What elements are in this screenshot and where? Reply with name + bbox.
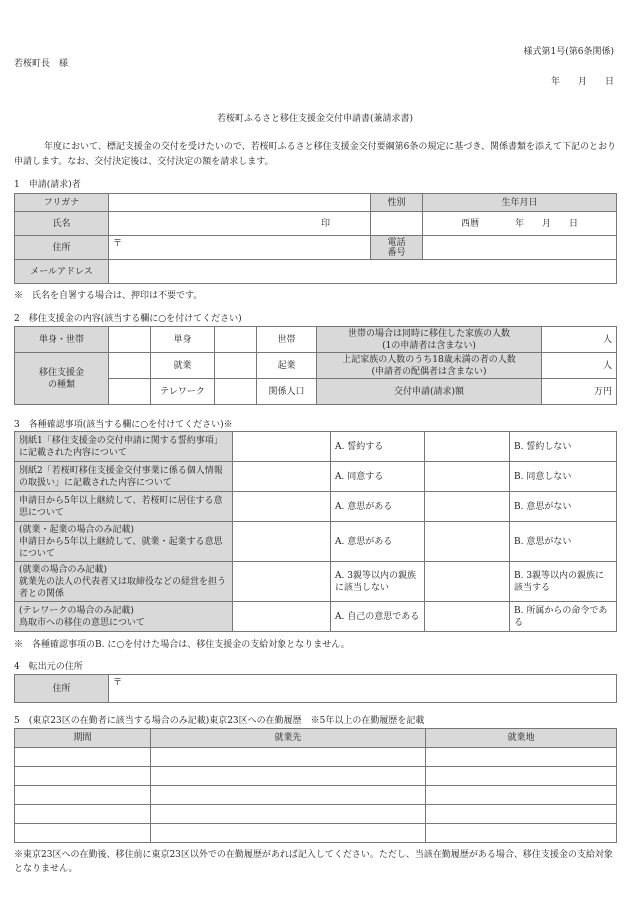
seal-mark: 印 <box>320 218 330 229</box>
support-type-label: 移住支援金 の種類 <box>15 353 109 405</box>
confirmation-item: (テレワークの場合のみ記載) 鳥取市への移住の意思について <box>15 602 233 632</box>
household-label: 世帯 <box>257 327 317 353</box>
section5-note: ※東京23区への在勤後、移住前に東京23区以外での在勤履歴があれば記入してください。ただし、当該在勤履歴がある場合、移住支援金の支給対象となりません。 <box>14 850 613 874</box>
page-title: 若桜町ふるさと移住支援金交付申請書(兼請求書) <box>216 114 414 124</box>
employer-field[interactable] <box>151 748 426 767</box>
previous-address-field[interactable] <box>109 675 617 703</box>
work-history-row <box>15 786 617 805</box>
option-a-check[interactable] <box>233 522 331 562</box>
email-label: メールアドレス <box>15 260 109 284</box>
previous-address-label: 住所 <box>15 675 109 703</box>
confirmation-row <box>15 602 617 632</box>
form-number: 様式第1号(第6条関係) <box>523 47 614 57</box>
period-field[interactable] <box>15 786 151 805</box>
employment-check[interactable] <box>109 353 151 379</box>
confirmation-row <box>15 492 617 522</box>
period-header: 期間 <box>15 729 151 748</box>
period-field[interactable] <box>15 805 151 824</box>
employer-field[interactable] <box>151 786 426 805</box>
confirmation-row <box>15 562 617 602</box>
option-a-check[interactable] <box>233 562 331 602</box>
single-check[interactable] <box>109 327 151 353</box>
postal-mark: 〒 <box>113 239 123 249</box>
section3-note: ※ 各種確認事項のB. に○を付けた場合は、移住支援金の支給対象となりません。 <box>14 640 350 650</box>
amount-label: 交付申請(請求)額 <box>317 379 542 405</box>
date-line: 年 月 日 <box>550 77 614 87</box>
startup-label: 起業 <box>257 353 317 379</box>
address-label: 住所 <box>15 236 109 260</box>
name-field[interactable] <box>109 212 371 236</box>
option-a-check[interactable] <box>233 432 331 462</box>
gender-label: 性別 <box>371 194 423 212</box>
employer-header: 就業先 <box>151 729 426 748</box>
telework-check[interactable] <box>109 379 151 405</box>
minor-count-field[interactable] <box>542 353 617 379</box>
applicant-table <box>14 193 617 284</box>
option-b-label: B. 所属からの命令である <box>510 602 617 632</box>
workplace-field[interactable] <box>426 786 617 805</box>
option-a-label: A. 自己の意思である <box>331 602 425 632</box>
option-a-check[interactable] <box>233 492 331 522</box>
person-unit: 人 <box>602 334 612 345</box>
confirmation-row <box>15 522 617 562</box>
option-a-label: A. 3親等以内の親族に該当しない <box>331 562 425 602</box>
section2-heading: 2 移住支援金の内容(該当する欄に○を付けてください) <box>14 314 242 324</box>
household-check[interactable] <box>215 327 257 353</box>
option-a-label: A. 意思がある <box>331 492 425 522</box>
furigana-label: フリガナ <box>15 194 109 212</box>
option-b-check[interactable] <box>425 492 510 522</box>
furigana-field[interactable] <box>109 194 371 212</box>
confirmation-item: 別紙2「若桜町移住支援金交付事業に係る個人情報の取扱い」に記載された内容について <box>15 462 233 492</box>
work-history-row <box>15 824 617 843</box>
work-history-row <box>15 805 617 824</box>
option-a-label: A. 意思がある <box>331 522 425 562</box>
option-b-check[interactable] <box>425 562 510 602</box>
related-population-label: 関係人口 <box>257 379 317 405</box>
family-count-field[interactable] <box>542 327 617 353</box>
single-label: 単身 <box>151 327 215 353</box>
workplace-field[interactable] <box>426 824 617 843</box>
employer-field[interactable] <box>151 824 426 843</box>
confirmation-item: (就業・起業の場合のみ記載) 申請日から5年以上継続して、就業・起業する意思について <box>15 522 233 562</box>
phone-label: 電話 番号 <box>371 236 423 260</box>
option-a-check[interactable] <box>233 602 331 632</box>
period-field[interactable] <box>15 824 151 843</box>
option-b-label: B. 意思がない <box>510 522 617 562</box>
confirmation-item: (就業の場合のみ記載) 就業先の法人の代表者又は取締役などの経営を担う者との関係 <box>15 562 233 602</box>
intro-paragraph: 年度において、標記支援金の交付を受けたいので、若桜町ふるさと移住支援金交付要綱第6条の規定に基づき、関係書類を添えて下記のとおり申請します。なお、交付決定後は、交付決定の額を請求します。 <box>14 142 617 167</box>
option-b-check[interactable] <box>425 602 510 632</box>
postal-mark: 〒 <box>113 678 123 688</box>
option-a-label: A. 同意する <box>331 462 425 492</box>
employer-field[interactable] <box>151 805 426 824</box>
workplace-field[interactable] <box>426 748 617 767</box>
birthdate-field[interactable]: 西暦 年 月 日 <box>423 212 617 236</box>
single-household-label: 単身・世帯 <box>15 327 109 353</box>
gender-field[interactable] <box>371 212 423 236</box>
confirmation-row <box>15 432 617 462</box>
section3-heading: 3 各種確認事項(該当する欄に○を付けてください)※ <box>14 420 233 430</box>
amount-field[interactable] <box>542 379 617 405</box>
employer-field[interactable] <box>151 767 426 786</box>
confirmation-item: 申請日から5年以上継続して、若桜町に居住する意思について <box>15 492 233 522</box>
phone-field[interactable] <box>423 236 617 260</box>
minor-count-label: 上記家族の人数のうち18歳未満の者の人数 (申請者の配偶者は含まない) <box>317 353 542 379</box>
option-a-label: A. 誓約する <box>331 432 425 462</box>
person-unit: 人 <box>602 360 612 371</box>
confirmation-item: 別紙1「移住支援金の交付申請に関する誓約事項」に記載された内容について <box>15 432 233 462</box>
period-field[interactable] <box>15 748 151 767</box>
option-a-check[interactable] <box>233 462 331 492</box>
work-history-row <box>15 748 617 767</box>
workplace-header: 就業地 <box>426 729 617 748</box>
section4-heading: 4 転出元の住所 <box>14 662 83 672</box>
email-field[interactable] <box>109 260 617 284</box>
birthdate-label: 生年月日 <box>423 194 617 212</box>
startup-check[interactable] <box>215 353 257 379</box>
section5-heading: 5 (東京23区の在勤者に該当する場合のみ記載)東京23区への在勤履歴 ※5年以上の在勤履歴を記載 <box>14 716 425 726</box>
employment-label: 就業 <box>151 353 215 379</box>
support-content-table <box>14 326 617 405</box>
workplace-field[interactable] <box>426 805 617 824</box>
confirmation-table <box>14 431 617 632</box>
family-count-label: 世帯の場合は同時に移住した家族の人数 (1の申請者は含まない) <box>317 327 542 353</box>
option-b-check[interactable] <box>425 522 510 562</box>
option-b-label: B. 同意しない <box>510 462 617 492</box>
workplace-field[interactable] <box>426 767 617 786</box>
section1-note: ※ 氏名を自署する場合は、押印は不要です。 <box>14 291 203 301</box>
section1-heading: 1 申請(請求)者 <box>14 180 81 190</box>
work-history-row <box>15 767 617 786</box>
amount-unit: 万円 <box>593 386 612 397</box>
option-b-label: B. 3親等以内の親族に該当する <box>510 562 617 602</box>
option-b-check[interactable] <box>425 462 510 492</box>
telework-label: テレワーク <box>151 379 215 405</box>
related-population-check[interactable] <box>215 379 257 405</box>
confirmation-row <box>15 462 617 492</box>
option-b-label: B. 意思がない <box>510 492 617 522</box>
option-b-check[interactable] <box>425 432 510 462</box>
previous-address-table <box>14 674 617 703</box>
addressee: 若桜町長 様 <box>14 59 69 69</box>
period-field[interactable] <box>15 767 151 786</box>
work-history-table <box>14 728 617 843</box>
option-b-label: B. 誓約しない <box>510 432 617 462</box>
address-field[interactable] <box>109 236 371 260</box>
name-label: 氏名 <box>15 212 109 236</box>
